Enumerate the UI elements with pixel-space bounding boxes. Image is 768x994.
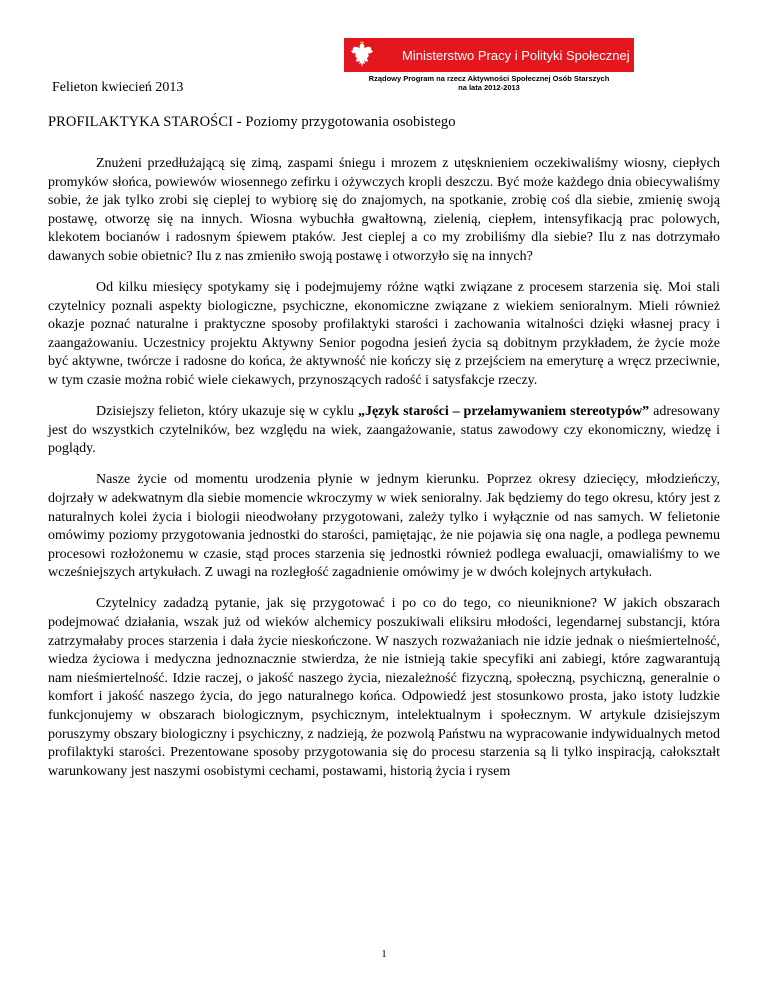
ministry-logo	[344, 38, 634, 72]
page-number: 1	[381, 948, 387, 960]
paragraph-3	[48, 403, 720, 459]
article-body	[48, 155, 720, 794]
ministry-name: Ministerstwo Pracy i Polityki Społecznej	[402, 47, 630, 63]
paragraph-2: Od kilku miesięcy spotykamy się i podejmujemy różne wątki związane z procesem starzenia się. Moi stali czytelnicy poznali aspekty biologiczne, psychiczne, ekonomiczne związane z wiekiem senioralnym. Mieli również okazje poznać naturalne i praktyczne sposoby profilaktyki starości i zachowania witalności dzięki własnej pracy i zaangażowaniu. Uczestnicy projektu Aktywny Senior pogodna jesień życia są dobitnym przykładem, że życie może być aktywne, twórcze i radosne do końca, że aktywność nie kończy się z przejściem na emeryturę a wręcz przeciwnie, w tym czasie można robić wiele ciekawych, przynoszących radość i satysfakcje rzeczy.	[48, 280, 720, 389]
paragraph-4: Nasze życie od momentu urodzenia płynie w jednym kierunku. Poprzez okresy dziecięcy, młodzieńczy, dojrzały w adekwatnym dla siebie momencie wkroczymy w wiek senioralny. Jak będziemy do tego okresu, który jest z naturalnych kolei życia i biologii nieodwołany przygotowani, zależy tylko i wyłącznie od nas samych. W felietonie omówimy poziomy przygotowania jednostki do starości, pamiętając, że nie pojawia się ona nagle, a podlega pewnemu procesowi rozłożonemu w czasie, stąd proces starzenia się jednostki również podlega ewaluacji, omawialiśmy to we wcześniejszych artykułach. Z uwagi na rozległość zagadnienie omówimy je w dwóch kolejnych artykułach.	[48, 472, 720, 581]
paragraph-3-start: Dzisiejszy felieton, który ukazuje się w cyklu	[96, 404, 358, 420]
program-subtitle-line1: Rządowy Program na rzecz Aktywności Społecznej Osób Starszych	[368, 74, 610, 83]
paragraph-1: Znużeni przedłużającą się zimą, zaspami śniegu i mrozem z utęsknieniem oczekiwaliśmy wiosny, ciepłych promyków słońca, powiewów wiosennego zefirku i ożywczych kropli deszczu. Być może każdego dnia obiecywaliśmy sobie, że jak tylko zrobi się cieplej to wybiorę się do znajomych, na spotkanie, zrobię coś dla siebie, zmienię swoją postawę, otworzę się na innych. Wiosna wybuchła gwałtowną, zielenią, ciepłem, intensyfikacją prac polowych, klekotem bocianów i radosnym śpiewem ptaków. Jest cieplej a co my zrobiliśmy dla siebie? Ilu z nas dotrzymało dawanych sobie obietnic? Ilu z nas zmieniło swoją postawę i otworzyło się na innych?	[48, 156, 720, 264]
program-subtitle	[344, 74, 634, 92]
paragraph-3-end: adresowany jest do wszystkich czytelników, bez względu na wiek, zaangażowanie, status zawodowy czy ekonomiczny, wiedzę i poglądy.	[48, 404, 720, 457]
series-title: „Język starości – przełamywaniem stereotypów”	[357, 404, 650, 420]
program-subtitle-line2: na lata 2012-2013	[458, 83, 520, 92]
article-title: PROFILAKTYKA STAROŚCI - Poziomy przygotowania osobistego	[48, 114, 456, 130]
polish-eagle-icon	[344, 38, 380, 72]
feuilleton-date: Felieton kwiecień 2013	[52, 80, 184, 95]
paragraph-5: Czytelnicy zadadzą pytanie, jak się przygotować i po co do tego, co nieuniknione? W jakich obszarach podejmować działania, wszak już od wieków alchemicy poszukiwali eliksiru młodości, legendarnej substancji, która zatrzymałaby proces starzenia i dała życie nieskończone. W naszych rozważaniach nie idzie jednak o nieśmiertelność, wiedza życiowa i medyczna jednoznacznie stwierdza, że nie istnieją takie specyfiki ani zabiegi, które zagwarantują nam nieśmiertelność. Idzie raczej, o jakość naszego życia, niezależność fizyczną, społeczną, psychiczną, generalnie o komfort i jakość naszego życia, do jego naturalnego końca. Odpowiedź jest stosunkowo prosta, jako istoty ludzkie funkcjonujemy w obszarach biologicznym, psychicznym, intelektualnym i społecznym. W artykule dzisiejszym poruszymy obszary biologiczny i psychiczny, z nadzieją, że pozwolą Państwu na wypracowanie indywidualnych metod profilaktyki starości. Prezentowane sposoby przygotowania się do procesu starzenia są li tylko inspiracją, całokształt warunkowany jest naszymi osobistymi cechami, postawami, historią życia i rysem	[48, 596, 720, 779]
